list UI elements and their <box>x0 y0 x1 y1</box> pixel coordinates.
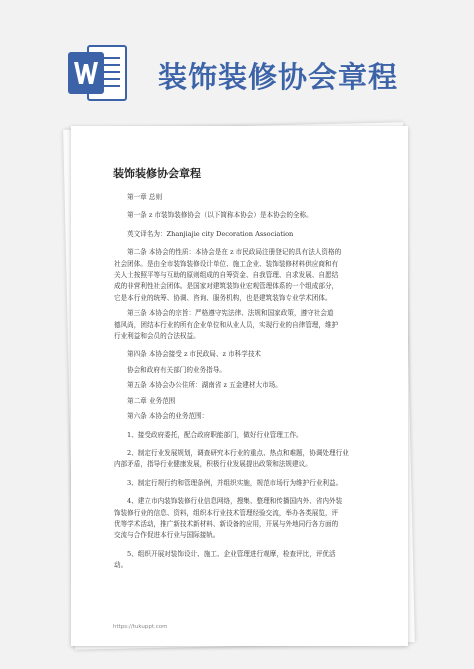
article-line: 第二条 本协会的性质：本协会是在 z 市民政局注册登记的具有法人资格的 <box>127 248 342 257</box>
article-line: 第五条 本协会办公住所：湖南省 z 五金建材大市场。 <box>127 381 282 390</box>
list-item: 优等学术活动，推广新技术新材料、新设备的应用，开展与外地同行各方面的 <box>114 519 339 528</box>
article-line: 协会和政府有关部门的业务指导。 <box>127 365 226 374</box>
article-line: 第六条 本协会的业务范围： <box>127 412 209 421</box>
article-line: 第一条 z 市装饰装修协会（以下简称本协会）是本协会的全称。 <box>127 211 313 220</box>
list-item: 4、建立市内装饰装修行业信息网络，搜集、整理和传播国内外、省内外装 <box>127 497 343 506</box>
article-line: 它是本行业的统筹、协调、咨询、服务机构，也是建筑装饰专业学术团体。 <box>114 293 332 302</box>
article-line: 第三条 本协会的宗旨：严格遵守宪法律、法规和国家政策，遵守社会道 <box>127 309 334 318</box>
list-item: 2、制定行业发展规划，调查研究本行业的重点、热点和难题，协调处理行业 <box>127 448 349 457</box>
list-item: 饰装修行业的信息、资料，组织本行业技术管理经验交流，举办各类展览，评 <box>114 508 339 517</box>
list-item: 1、接受政府委托，配合政府职能部门，做好行业管理工作。 <box>127 430 303 439</box>
article-line: 德风尚，团结本行业的所有企业单位和从业人员，实现行业的自律管理，维护 <box>114 320 339 329</box>
article-line: 行业利益和会员的合法权益。 <box>114 332 200 341</box>
article-line: 英文译名为：Zhanjiajie city Decoration Association <box>127 229 294 238</box>
document-title: 装饰装修协会章程 <box>113 167 201 180</box>
document-page <box>71 126 408 646</box>
article-line: 社会团体。是由全市装饰装修设计单位、施工企业、装饰装修材料供应商和有 <box>114 259 339 268</box>
banner-title: 装饰装修协会章程 <box>158 60 399 94</box>
chapter-heading: 第二章 业务范围 <box>127 396 176 405</box>
list-item: 动。 <box>114 561 128 570</box>
list-item: 内部矛盾，指导行业健康发展，积极行业发展提出政策和法规建议。 <box>114 460 312 469</box>
list-item: 5、组织开展对装饰设计、施工、企业管理进行观摩，检查评比，评优活 <box>127 549 336 558</box>
document-body <box>114 192 372 572</box>
source-url: https://tukuppt.com <box>113 624 168 630</box>
list-item: 3、制定行规行约和管理条例，并组织实施，规范市场行为维护行业利益。 <box>127 478 343 487</box>
word-document-icon <box>66 42 130 104</box>
chapter-heading: 第一章 总则 <box>127 193 163 201</box>
list-item: 交流与合作促进本行业与国际接轨。 <box>114 531 220 540</box>
article-line: 第四条 本协会接受 z 市民政局、z 市科学技术 <box>127 350 262 359</box>
article-line: 关人士按照平等与互助的原则组成的自筹资金、自我管理、自求发展、自愿结 <box>114 271 339 280</box>
article-line: 成的非营利性社会团体。是国家对建筑装饰业宏观管理体系的一个组成部分， <box>114 282 339 291</box>
